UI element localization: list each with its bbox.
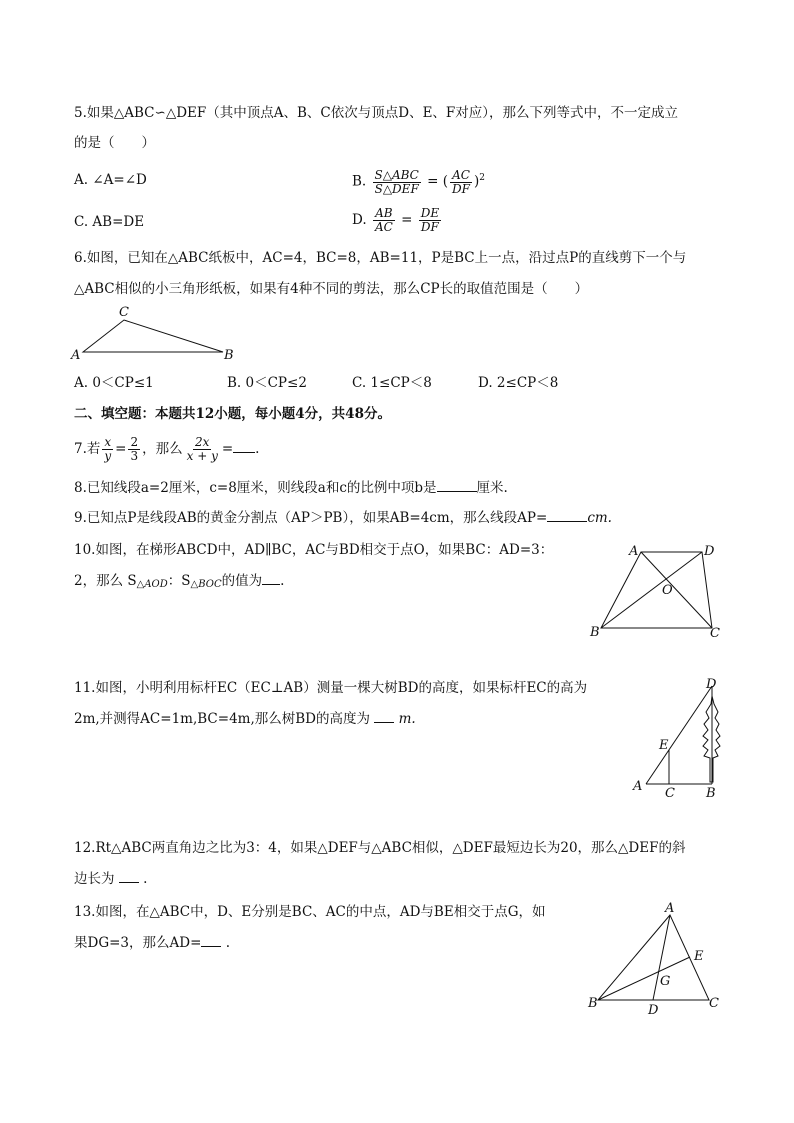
q7-f2-numerator: 2 bbox=[130, 435, 139, 449]
q5-option-d-equals: = bbox=[401, 212, 413, 228]
q13-answer-blank[interactable] bbox=[201, 932, 221, 947]
q9-stem bbox=[74, 507, 612, 528]
q6-label-b: B bbox=[224, 348, 234, 363]
q7-f1-denominator: y bbox=[104, 449, 112, 463]
q10-answer-blank[interactable] bbox=[262, 570, 280, 585]
q11-label-e: E bbox=[659, 738, 669, 753]
q5-option-b-close-paren: ) bbox=[474, 173, 480, 190]
q11-line2-text: 2m,并测得AC=1m,BC=4m,那么树BD的高度为 bbox=[74, 711, 370, 727]
q13-triangle-abc bbox=[598, 915, 709, 1000]
q5-option-b-right-denominator: DF bbox=[452, 181, 470, 196]
q10-label-d: D bbox=[704, 544, 715, 559]
q5-option-d-right-numerator: DE bbox=[420, 206, 440, 220]
q13-label-d: D bbox=[648, 1003, 659, 1018]
q10-line2-c: 的值为 bbox=[221, 573, 263, 589]
q6-label-a: A bbox=[71, 348, 81, 363]
q7-fraction-2x-over-x-plus-y bbox=[185, 436, 220, 463]
q5-option-b-numerator: S△ABC bbox=[374, 167, 419, 182]
q6-triangle-figure bbox=[66, 302, 246, 364]
q7-equals: = bbox=[115, 441, 127, 457]
q6-triangle-abc bbox=[83, 320, 223, 352]
q11-unit: m. bbox=[398, 711, 416, 727]
q5-option-a: A. ∠A=∠D bbox=[74, 172, 147, 188]
q11-sightline-ad bbox=[646, 686, 712, 784]
q10-stem-line2 bbox=[74, 570, 284, 595]
q10-label-c: C bbox=[710, 626, 720, 641]
q5-option-d-right-fraction bbox=[419, 207, 441, 234]
q8-answer-blank[interactable] bbox=[437, 477, 477, 492]
q9-text: 9.已知点P是线段AB的黄金分割点（AP＞PB），如果AB=4cm，那么线段AP= bbox=[74, 510, 548, 526]
q8-text: 8.已知线段a=2厘米，c=8厘米，则线段a和c的比例中项b是 bbox=[74, 480, 437, 496]
q7-fraction-x-over-y bbox=[102, 436, 113, 463]
q6-stem-line2: △ABC相似的小三角形纸板，如果有4种不同的剪法，那么CP长的取值范围是（ ） bbox=[74, 281, 589, 297]
q5-option-d-right-denominator: DF bbox=[420, 220, 439, 234]
q11-label-a: A bbox=[633, 779, 643, 794]
q13-median-be bbox=[598, 957, 690, 1000]
q5-option-d-label: D. bbox=[352, 212, 367, 228]
q5-option-d-left-numerator: AB bbox=[375, 206, 393, 220]
q10-label-a: A bbox=[629, 544, 639, 559]
q11-label-b: B bbox=[706, 786, 716, 801]
q7-prefix: 7.若 bbox=[74, 441, 101, 457]
q5-stem-line1: 5.如果△ABC∽△DEF（其中顶点A、B、C依次与顶点D、E、F对应），那么下列等式中，不一定成立 bbox=[74, 105, 679, 121]
q8-stem bbox=[74, 477, 508, 498]
q13-label-a: A bbox=[665, 901, 675, 916]
q5-option-b-left-fraction bbox=[373, 169, 421, 196]
q10-stem-line1: 10.如图，在梯形ABCD中，AD∥BC，AC与BD相交于点O，如果BC：AD=3： bbox=[74, 542, 554, 558]
q5-option-b-equals: = bbox=[427, 173, 439, 190]
q5-option-b-open-paren: ( bbox=[442, 173, 449, 190]
q11-stem-line1: 11.如图，小明利用标杆EC（EC⊥AB）测量一棵大树BD的高度，如果标杆EC的高为 bbox=[74, 680, 588, 696]
q11-label-c: C bbox=[665, 786, 675, 801]
q5-option-b-right-fraction bbox=[450, 169, 472, 196]
q11-stem-line2 bbox=[74, 708, 416, 729]
q10-trapezoid-abcd bbox=[601, 552, 712, 628]
q10-label-o: O bbox=[662, 583, 673, 598]
q5-option-c: C. AB=DE bbox=[74, 214, 145, 230]
q5-option-b-denominator: S△DEF bbox=[374, 181, 419, 196]
q6-stem-line1: 6.如图，已知在△ABC纸板中，AC=4，BC=8，AB=11，P是BC上一点，沿过点P的直线剪下一个与 bbox=[74, 250, 687, 266]
q13-line2-text: 果DG=3，那么AD= bbox=[74, 935, 202, 951]
q13-triangle-figure bbox=[584, 900, 732, 1020]
q7-f3-numerator: 2x bbox=[195, 435, 210, 449]
q5-option-b-right-numerator: AC bbox=[452, 167, 470, 182]
q11-label-d: D bbox=[706, 677, 717, 692]
q10-line2-a: 2，那么 S bbox=[74, 573, 137, 589]
q5-option-b-label: B. bbox=[352, 173, 367, 190]
q6-option-b: B. 0＜CP≤2 bbox=[227, 375, 307, 391]
q12-end: . bbox=[143, 871, 148, 887]
q13-label-b: B bbox=[588, 996, 598, 1011]
q8-unit: 厘米. bbox=[476, 480, 508, 496]
q10-label-b: B bbox=[590, 625, 600, 640]
q12-answer-blank[interactable] bbox=[119, 868, 139, 883]
q5-option-d bbox=[352, 200, 443, 240]
q10-sub-boc: △BOC bbox=[190, 579, 222, 590]
q9-unit: cm. bbox=[587, 510, 612, 526]
q12-stem-line2 bbox=[74, 868, 147, 889]
q12-stem-line1: 12.Rt△ABC两直角边之比为3：4，如果△DEF与△ABC相似，△DEF最短边长为20，那么△DEF的斜 bbox=[74, 840, 686, 856]
q11-answer-blank[interactable] bbox=[374, 708, 394, 723]
q7-mid: ，那么 bbox=[142, 441, 183, 457]
q6-option-c: C. 1≤CP＜8 bbox=[352, 375, 432, 391]
q6-option-d: D. 2≤CP＜8 bbox=[478, 375, 559, 391]
q5-option-d-left-fraction bbox=[373, 207, 395, 234]
q11-tree-figure bbox=[628, 674, 728, 802]
q6-label-c: C bbox=[119, 305, 129, 320]
q10-line2-b: ：S bbox=[167, 573, 191, 589]
q7-f1-numerator: x bbox=[104, 435, 112, 449]
q5-stem-line2: 的是（ ） bbox=[74, 135, 155, 151]
q10-trapezoid-figure bbox=[584, 540, 734, 644]
q7-fraction-two-thirds bbox=[128, 436, 140, 463]
q13-label-e: E bbox=[694, 949, 704, 964]
q13-stem-line2 bbox=[74, 932, 230, 953]
q5-option-d-left-denominator: AC bbox=[374, 220, 393, 234]
q7-suffix: = bbox=[221, 441, 234, 457]
q13-end: . bbox=[225, 935, 230, 951]
q12-line2-text: 边长为 bbox=[74, 871, 115, 887]
section-fill-in-blank-heading: 二、填空题：本题共12小题，每小题4分，共48分。 bbox=[74, 406, 391, 422]
q7-end: . bbox=[255, 441, 260, 457]
q7-f2-denominator: 3 bbox=[130, 449, 139, 463]
q7-answer-blank[interactable] bbox=[233, 438, 255, 453]
q6-option-a: A. 0＜CP≤1 bbox=[74, 375, 154, 391]
q13-label-g: G bbox=[660, 974, 671, 989]
q13-stem-line1: 13.如图，在△ABC中，D、E分别是BC、AC的中点，AD与BE相交于点G，如 bbox=[74, 904, 546, 920]
q5-option-b bbox=[352, 158, 485, 202]
q7-stem bbox=[74, 430, 259, 468]
q13-label-c: C bbox=[709, 996, 719, 1011]
q5-option-b-exponent: 2 bbox=[479, 173, 486, 183]
q10-end: . bbox=[280, 573, 285, 589]
q10-sub-aod: △AOD bbox=[136, 579, 168, 590]
q9-answer-blank[interactable] bbox=[547, 507, 587, 522]
q7-f3-denominator: x + y bbox=[186, 449, 218, 463]
